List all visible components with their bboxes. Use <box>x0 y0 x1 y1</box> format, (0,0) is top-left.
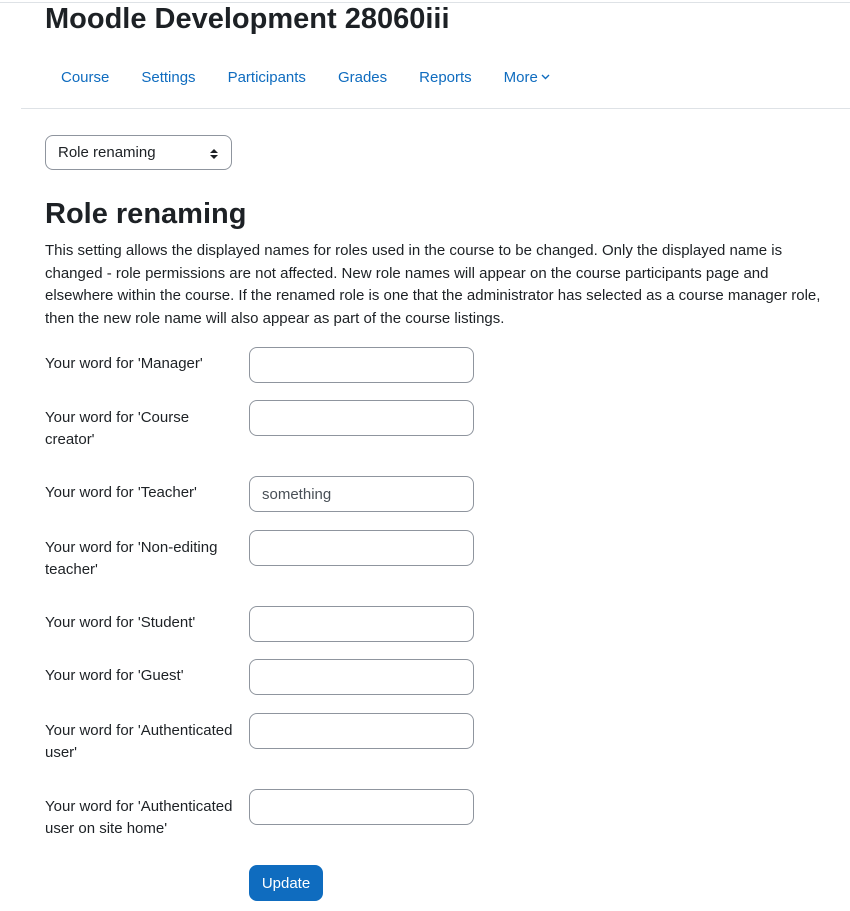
role-name-input-manager[interactable] <box>249 347 474 383</box>
nav-tab-label: Grades <box>337 68 388 86</box>
nav-tab-label: Course <box>61 68 110 86</box>
nav-tab-label: Participants <box>227 68 306 86</box>
nav-tab-settings[interactable] <box>125 61 211 93</box>
page-intro: This setting allows the displayed names for roles used in the course to be changed. Only the displayed name is changed - role permissions are not affected. New role names will appear on the course participants page and elsewhere within the course. If the renamed role is one that the administrator has selected as a course manager role, then the new role name will also appear as part of the course listings. <box>45 242 821 327</box>
field-label-non-editing-teacher: Your word for 'Non-editing teacher' <box>45 539 218 578</box>
nav-tab-label: More <box>503 68 538 86</box>
field-label-course-creator: Your word for 'Course creator' <box>45 409 190 448</box>
field-label-authenticated-user: Your word for 'Authenticated user' <box>45 722 233 761</box>
role-name-input-authenticated-user-site-home[interactable] <box>249 789 474 825</box>
role-name-input-authenticated-user[interactable] <box>249 713 474 749</box>
chevron-down-icon <box>541 74 550 80</box>
field-label-teacher: Your word for 'Teacher' <box>45 484 197 501</box>
role-name-input-student[interactable] <box>249 606 474 642</box>
select-caret-icon <box>210 147 218 159</box>
nav-tab-reports[interactable] <box>403 61 488 93</box>
role-name-input-guest[interactable] <box>249 659 474 695</box>
nav-tab-course[interactable] <box>45 61 125 93</box>
page-select-value: Role renaming <box>58 144 156 161</box>
role-name-input-course-creator[interactable] <box>249 400 474 436</box>
field-label-guest: Your word for 'Guest' <box>45 667 184 684</box>
nav-tab-more[interactable] <box>488 61 566 93</box>
field-label-manager: Your word for 'Manager' <box>45 355 203 372</box>
role-name-input-non-editing-teacher[interactable] <box>249 530 474 566</box>
nav-tab-label: Settings <box>141 68 196 86</box>
page-select[interactable] <box>45 135 232 170</box>
field-label-authenticated-user-site-home: Your word for 'Authenticated user on site home' <box>45 798 233 837</box>
nav-tab-participants[interactable] <box>212 61 322 93</box>
secondary-navigation <box>45 61 566 93</box>
course-title: Moodle Development 28060iii <box>45 3 450 35</box>
role-name-input-teacher[interactable] <box>249 476 474 512</box>
update-button[interactable]: Update <box>249 865 323 901</box>
nav-tab-grades[interactable] <box>322 61 403 93</box>
field-label-student: Your word for 'Student' <box>45 614 196 631</box>
nav-tab-label: Reports <box>419 68 472 86</box>
page-heading: Role renaming <box>45 198 247 230</box>
nav-divider <box>21 108 850 109</box>
